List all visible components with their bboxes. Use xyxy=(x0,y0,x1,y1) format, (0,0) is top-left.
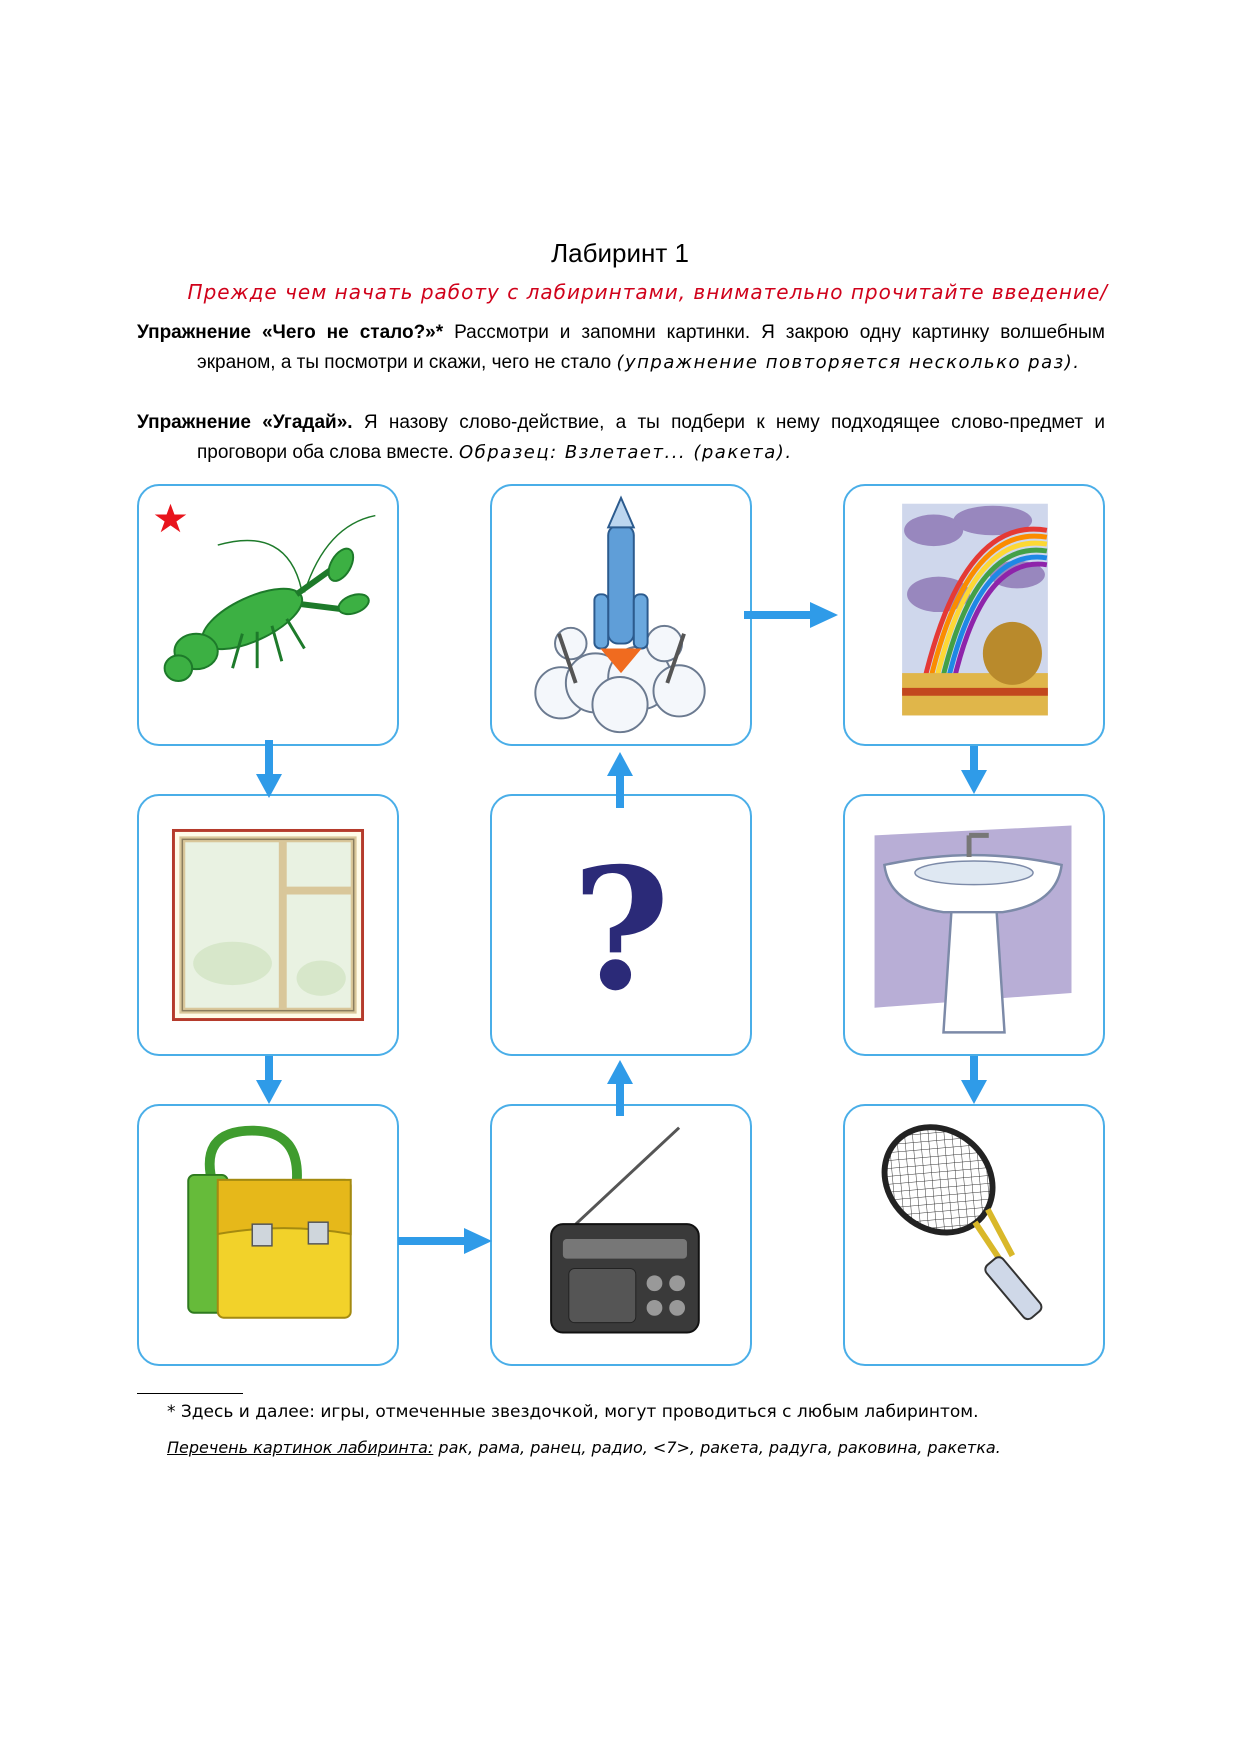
exercise-2 xyxy=(137,408,1105,468)
maze-cell-tennis-racket xyxy=(843,1104,1105,1366)
radio-image xyxy=(492,1106,750,1364)
rocket-image xyxy=(492,486,750,744)
rainbow-image xyxy=(845,486,1103,744)
maze-cell-rainbow xyxy=(843,484,1105,746)
maze-cell-schoolbag xyxy=(137,1104,399,1366)
arrow-down-3 xyxy=(961,746,987,796)
maze-cell-rocket xyxy=(490,484,752,746)
arrow-right-2 xyxy=(744,602,840,628)
arrow-right-1 xyxy=(398,1228,494,1254)
sink-image xyxy=(845,796,1103,1054)
arrow-down-4 xyxy=(961,1056,987,1106)
maze-cell-sink xyxy=(843,794,1105,1056)
maze-cell-crayfish xyxy=(137,484,399,746)
tennis-racket-image xyxy=(845,1106,1103,1364)
exercise-1-text: Рассмотри и запомни картинки. Я закрою одну картинку волшебным экраном, а ты посмотри и скажи, чего не стало xyxy=(197,322,1105,373)
footnote: * Здесь и далее: игры, отмеченные звездочкой, могут проводиться с любым лабиринтом. xyxy=(167,1402,979,1422)
arrow-up-2 xyxy=(607,752,633,808)
exercise-1-name: Упражнение «Чего не стало?»* xyxy=(137,322,444,343)
page-title: Лабиринт 1 xyxy=(551,238,689,268)
schoolbag-image xyxy=(139,1106,397,1364)
window-frame-image xyxy=(139,796,397,1054)
maze-cell-radio xyxy=(490,1104,752,1366)
exercise-2-text: Я назову слово-действие, а ты подбери к нему подходящее слово-предмет и проговори оба слова вместе. xyxy=(197,412,1105,463)
arrow-down-1 xyxy=(256,740,282,800)
crayfish-image xyxy=(139,486,397,744)
maze-cell-window-frame xyxy=(137,794,399,1056)
star-icon xyxy=(155,504,187,533)
maze-cell-unknown xyxy=(490,794,752,1056)
exercise-1 xyxy=(137,318,1105,378)
exercise-1-note: (упражнение повторяется несколько раз). xyxy=(616,352,1081,373)
arrow-up-1 xyxy=(607,1060,633,1116)
exercise-2-example: Образец: Взлетает... (ракета). xyxy=(458,442,793,463)
intro-note: Прежде чем начать работу с лабиринтами, внимательно прочитайте введение/ xyxy=(187,280,1108,304)
picture-list xyxy=(167,1438,1001,1457)
arrow-down-2 xyxy=(256,1056,282,1106)
picture-list-items: рак, рама, ранец, радио, <7>, ракета, радуга, раковина, ракетка. xyxy=(433,1438,1001,1457)
picture-list-label: Перечень картинок лабиринта: xyxy=(167,1438,434,1457)
exercise-2-name: Упражнение «Угадай». xyxy=(137,412,353,433)
question-mark: ? xyxy=(571,832,671,1029)
footnote-divider xyxy=(137,1393,243,1394)
